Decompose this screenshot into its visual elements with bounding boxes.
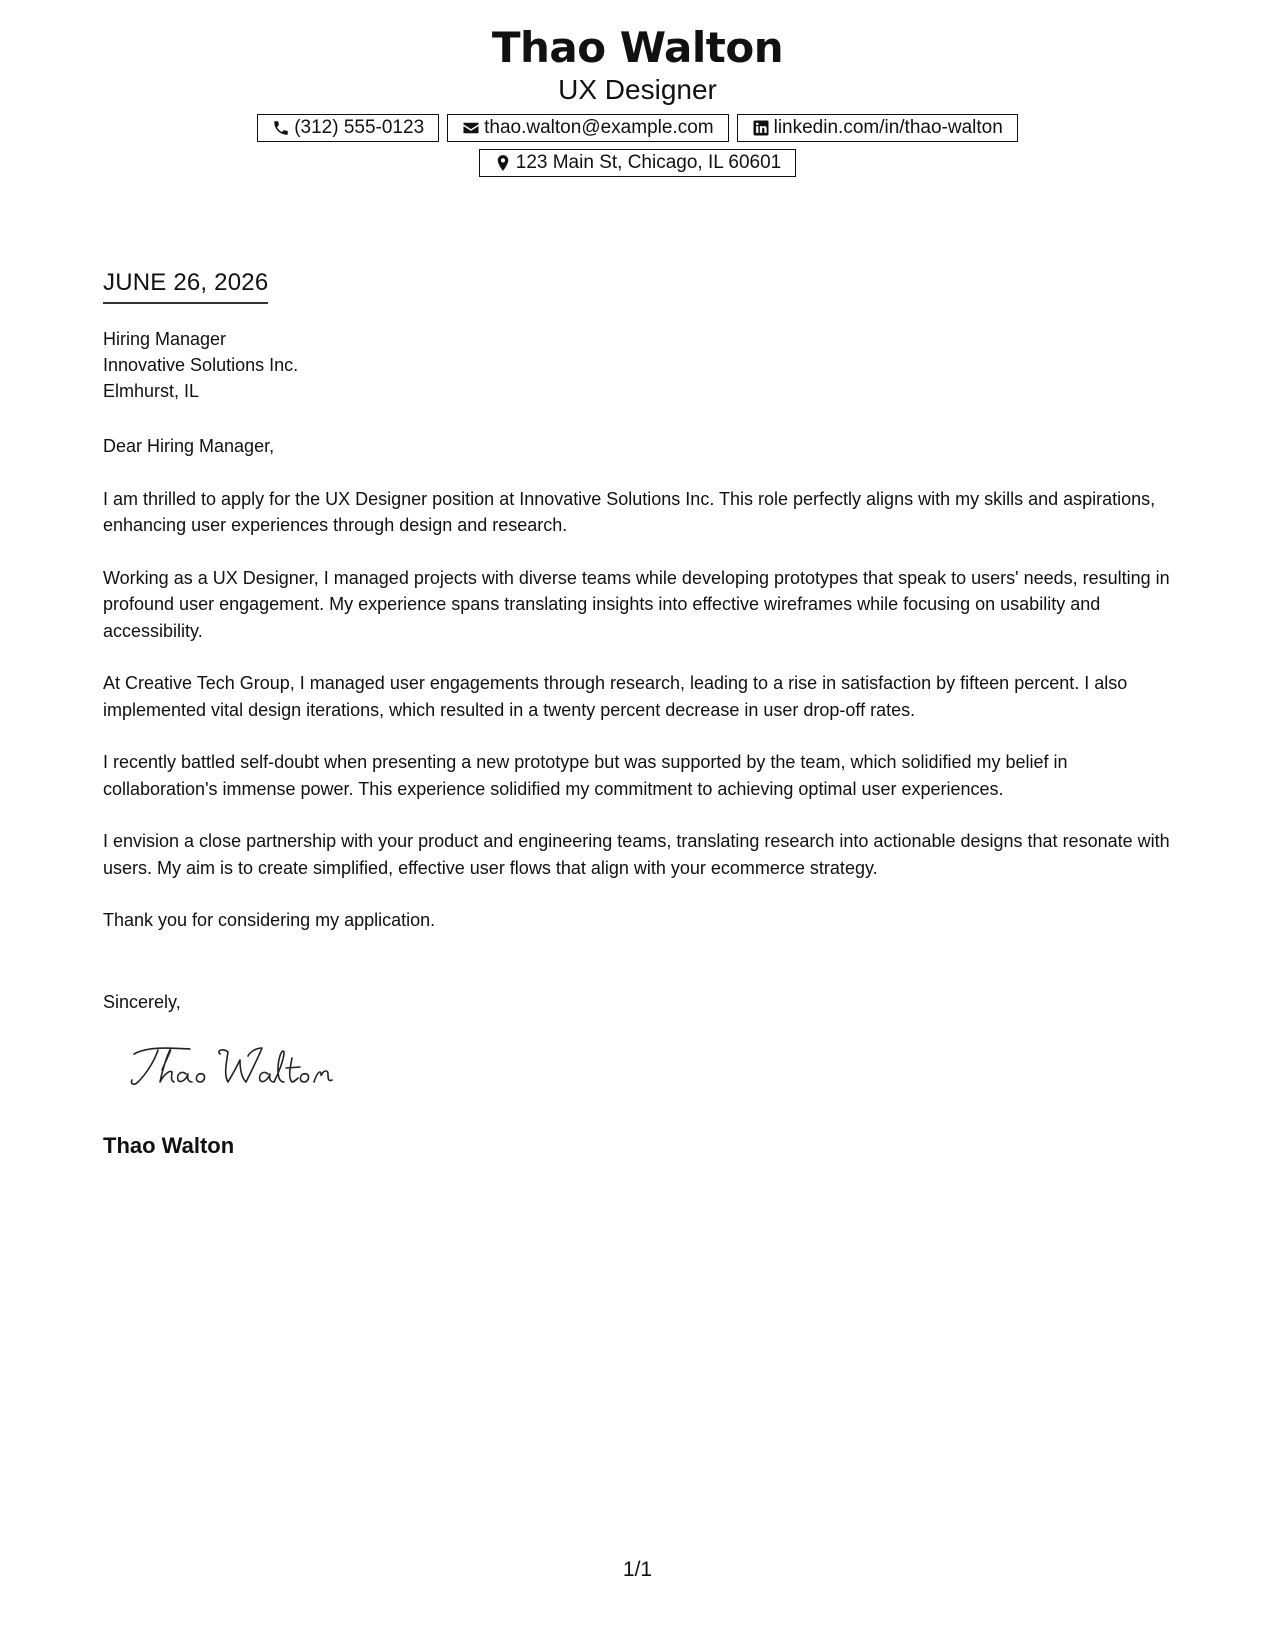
recipient-company: Innovative Solutions Inc. <box>103 355 299 375</box>
paragraph: Thank you for considering my application. <box>103 910 436 930</box>
phone-icon <box>272 119 290 137</box>
envelope-icon <box>462 119 480 137</box>
contact-row <box>0 114 1275 142</box>
letter-header <box>0 22 1275 177</box>
handwritten-signature <box>128 1040 338 1092</box>
paragraph: At Creative Tech Group, I managed user engagements through research, leading to a rise in satisfaction by fifteen percent. I also implemented vital design iterations, which resulted in a twenty percent decrease in user drop-off rates. <box>103 673 1128 720</box>
email-contact[interactable] <box>447 114 728 142</box>
paragraph: I envision a close partnership with your product and engineering teams, translating research into actionable designs that resonate with users. My aim is to create simplified, effective user flows that align with your ecommerce strategy. <box>103 831 1170 878</box>
linkedin-icon <box>752 119 770 137</box>
address-contact <box>479 149 796 177</box>
paragraph: Working as a UX Designer, I managed projects with diverse teams while developing prototypes that speak to users' needs, resulting in profound user engagement. My experience spans translating insights into effective wireframes while focusing on usability and accessibility. <box>103 567 1170 641</box>
letter-date: JUNE 26, 2026 <box>103 268 268 304</box>
recipient-line: Hiring Manager <box>103 329 227 349</box>
linkedin-contact[interactable] <box>737 114 1018 142</box>
closing: Sincerely, <box>103 992 181 1012</box>
phone-text: (312) 555-0123 <box>294 117 425 138</box>
salutation: Dear Hiring Manager, <box>103 436 275 456</box>
job-title: UX Designer <box>558 74 717 105</box>
letter-body <box>103 433 1183 960</box>
signed-name: Thao Walton <box>103 1133 235 1158</box>
paragraph: I am thrilled to apply for the UX Designer position at Innovative Solutions Inc. This role perfectly aligns with my skills and aspirations, enhancing user experiences through design and research. <box>103 488 1156 535</box>
paragraph: I recently battled self-doubt when presenting a new prototype but was supported by the team, which solidified my belief in collaboration's immense power. This experience solidified my commitment to achieving optimal user experiences. <box>103 752 1068 799</box>
map-pin-icon <box>494 154 512 172</box>
linkedin-text: linkedin.com/in/thao-walton <box>773 117 1003 138</box>
recipient-block <box>103 326 298 404</box>
email-text: thao.walton@example.com <box>484 117 714 138</box>
applicant-name: Thao Walton <box>491 23 784 72</box>
phone-contact[interactable] <box>257 114 439 142</box>
address-text: 123 Main St, Chicago, IL 60601 <box>515 152 782 173</box>
contact-row-address <box>0 149 1275 177</box>
recipient-location: Elmhurst, IL <box>103 381 200 401</box>
page-number: 1/1 <box>622 1558 653 1581</box>
